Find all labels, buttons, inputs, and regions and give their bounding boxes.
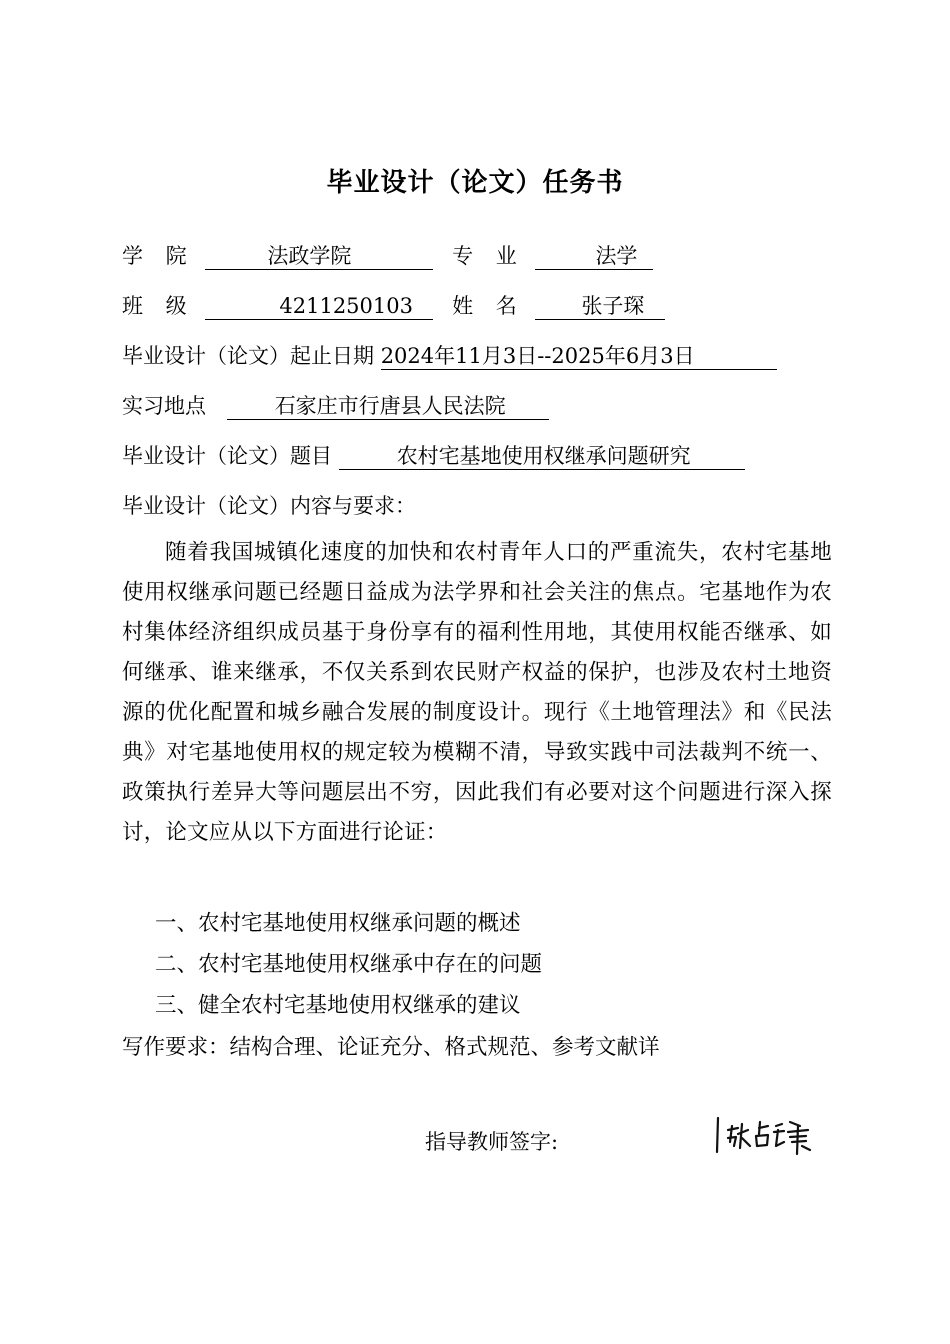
content-item-3: 三、健全农村宅基地使用权继承的建议 [155, 993, 521, 1018]
topic-row [122, 441, 745, 471]
major-value: 法学 [595, 244, 638, 268]
topic-value: 农村宅基地使用权继承问题研究 [396, 444, 691, 468]
class-field [205, 293, 433, 320]
writing-requirements: 写作要求：结构合理、论证充分、格式规范、参考文献详 [122, 1035, 660, 1060]
content-label: 毕业设计（论文）内容与要求： [122, 494, 416, 518]
location-row [122, 391, 549, 421]
name-value: 张子琛 [581, 294, 645, 318]
name-field [535, 293, 665, 320]
location-field [227, 393, 549, 420]
class-label: 班 级 [122, 294, 195, 318]
location-value: 石家庄市行唐县人民法院 [274, 394, 506, 418]
location-label: 实习地点 [122, 394, 206, 418]
class-value: 4211250103 [279, 294, 413, 318]
college-value: 法政学院 [267, 244, 352, 268]
advisor-signature-label: 指导教师签字: [425, 1130, 559, 1154]
dates-value: 2024年11月3日--2025年6月3日 [380, 344, 695, 368]
name-label: 姓 名 [452, 294, 525, 318]
dates-field [381, 343, 777, 370]
dates-label: 毕业设计（论文）起止日期 [122, 344, 374, 368]
class-name-row [122, 291, 665, 321]
handwritten-signature [712, 1112, 822, 1162]
college-major-row [122, 241, 653, 271]
content-paragraph: 随着我国城镇化速度的加快和农村青年人口的严重流失，农村宅基地使用权继承问题已经题日益成为法学界和社会关注的焦点。宅基地作为农村集体经济组织成员基于身份享有的福利性用地，其使用权能否继承、如何继承、谁来继承，不仅关系到农民财产权益的保护，也涉及农村土地资源的优化配置和城乡融合发展的制度设计。现行《土地管理法》和《民法典》对宅基地使用权的规定较为模糊不清，导致实践中司法裁判不统一、政策执行差异大等问题层出不穷，因此我们有必要对这个问题进行深入探讨，论文应从以下方面进行论证： [122, 540, 832, 845]
dates-row [122, 341, 777, 371]
topic-label: 毕业设计（论文）题目 [122, 444, 332, 468]
content-item-2: 二、农村宅基地使用权继承中存在的问题 [155, 952, 543, 977]
content-item-1: 一、农村宅基地使用权继承问题的概述 [155, 911, 521, 936]
college-label: 学 院 [122, 244, 195, 268]
college-field [205, 243, 433, 270]
major-label: 专 业 [452, 244, 525, 268]
major-field [535, 243, 653, 270]
document-title: 毕业设计（论文）任务书 [326, 168, 624, 198]
topic-field [339, 443, 745, 470]
